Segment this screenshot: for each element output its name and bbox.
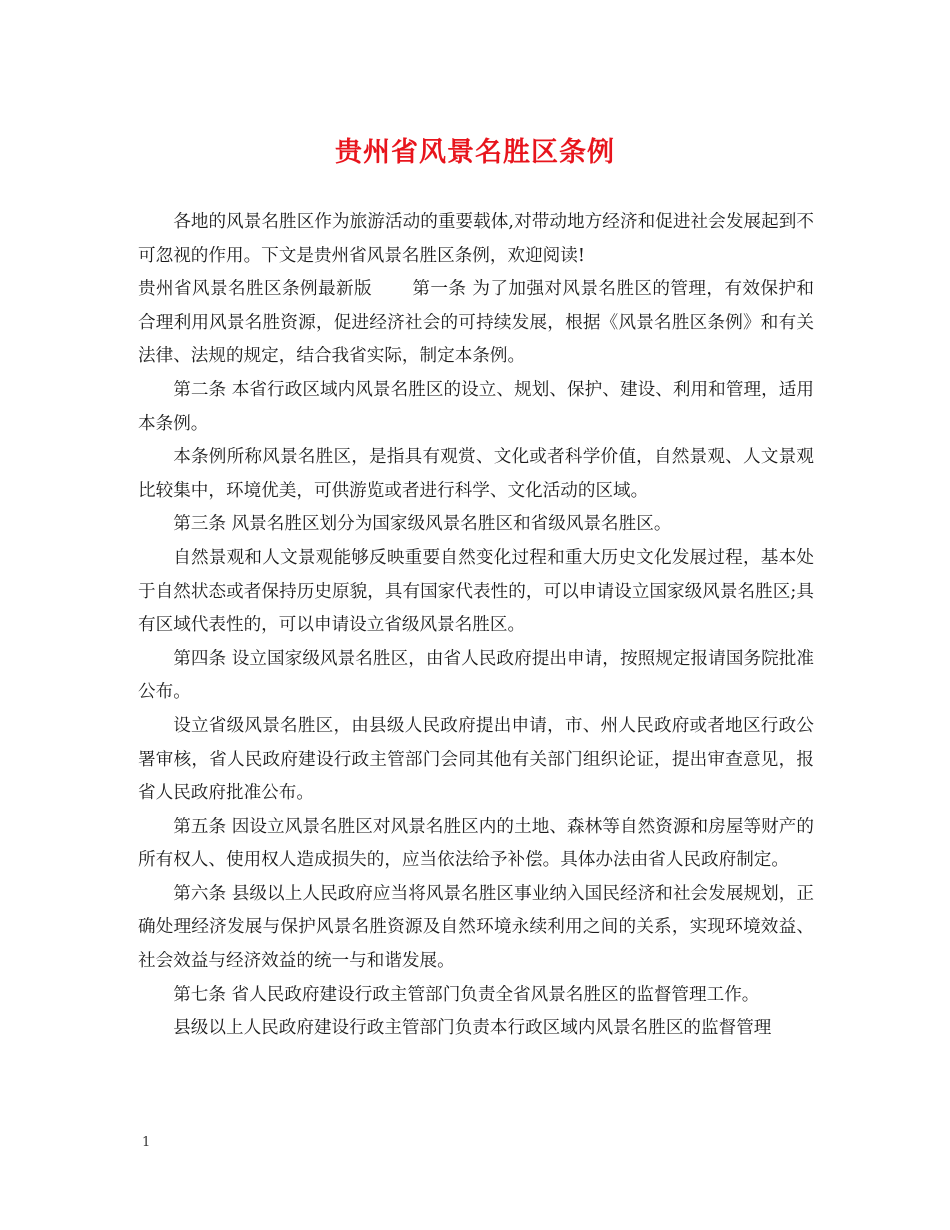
article-1-paragraph	[138, 273, 814, 374]
paragraph: 第二条 本省行政区域内风景名胜区的设立、规划、保护、建设、利用和管理，适用本条例。	[138, 379, 814, 434]
intro-paragraph: 各地的风景名胜区作为旅游活动的重要载体,对带动地方经济和促进社会发展起到不可忽视的作用。下文是贵州省风景名胜区条例，欢迎阅读!	[138, 212, 814, 266]
paragraph: 自然景观和人文景观能够反映重要自然变化过程和重大历史文化发展过程，基本处于自然状态或者保持历史原貌，具有国家代表性的，可以申请设立国家级风景名胜区;具有区域代表性的，可以申请设立省级风景名胜区。	[138, 547, 814, 636]
version-label: 贵州省风景名胜区条例最新版	[138, 279, 372, 300]
paragraph: 第六条 县级以上人民政府应当将风景名胜区事业纳入国民经济和社会发展规划，正确处理经济发展与保护风景名胜资源及自然环境永续利用之间的关系，实现环境效益、社会效益与经济效益的统一与和谐发展。	[138, 883, 814, 972]
paragraph: 第五条 因设立风景名胜区对风景名胜区内的土地、森林等自然资源和房屋等财产的所有权人、使用权人造成损失的，应当依法给予补偿。具体办法由省人民政府制定。	[138, 816, 814, 871]
paragraph: 第四条 设立国家级风景名胜区，由省人民政府提出申请，按照规定报请国务院批准公布。	[138, 648, 814, 703]
paragraph: 第三条 风景名胜区划分为国家级风景名胜区和省级风景名胜区。	[173, 514, 672, 535]
paragraph: 设立省级风景名胜区，由县级人民政府提出申请，市、州人民政府或者地区行政公署审核，省人民政府建设行政主管部门会同其他有关部门组织论证，提出审查意见，报省人民政府批准公布。	[138, 715, 814, 804]
document-title: 贵州省风景名胜区条例	[335, 137, 615, 168]
page-number: 1	[142, 1135, 151, 1150]
paragraph: 县级以上人民政府建设行政主管部门负责本行政区域内风景名胜区的监督管理	[173, 1018, 772, 1039]
paragraph: 第七条 省人民政府建设行政主管部门负责全省风景名胜区的监督管理工作。	[173, 984, 760, 1005]
document-body	[138, 206, 814, 1046]
article-1-text: 第一条 为了加强对风景名胜区的管理，有效保护和合理利用风景名胜资源，促进经济社会的可持续发展，根据《风景名胜区条例》和有关法律、法规的规定，结合我省实际，制定本条例。	[138, 279, 814, 367]
paragraph: 本条例所称风景名胜区，是指具有观赏、文化或者科学价值，自然景观、人文景观比较集中，环境优美，可供游览或者进行科学、文化活动的区域。	[138, 447, 814, 501]
